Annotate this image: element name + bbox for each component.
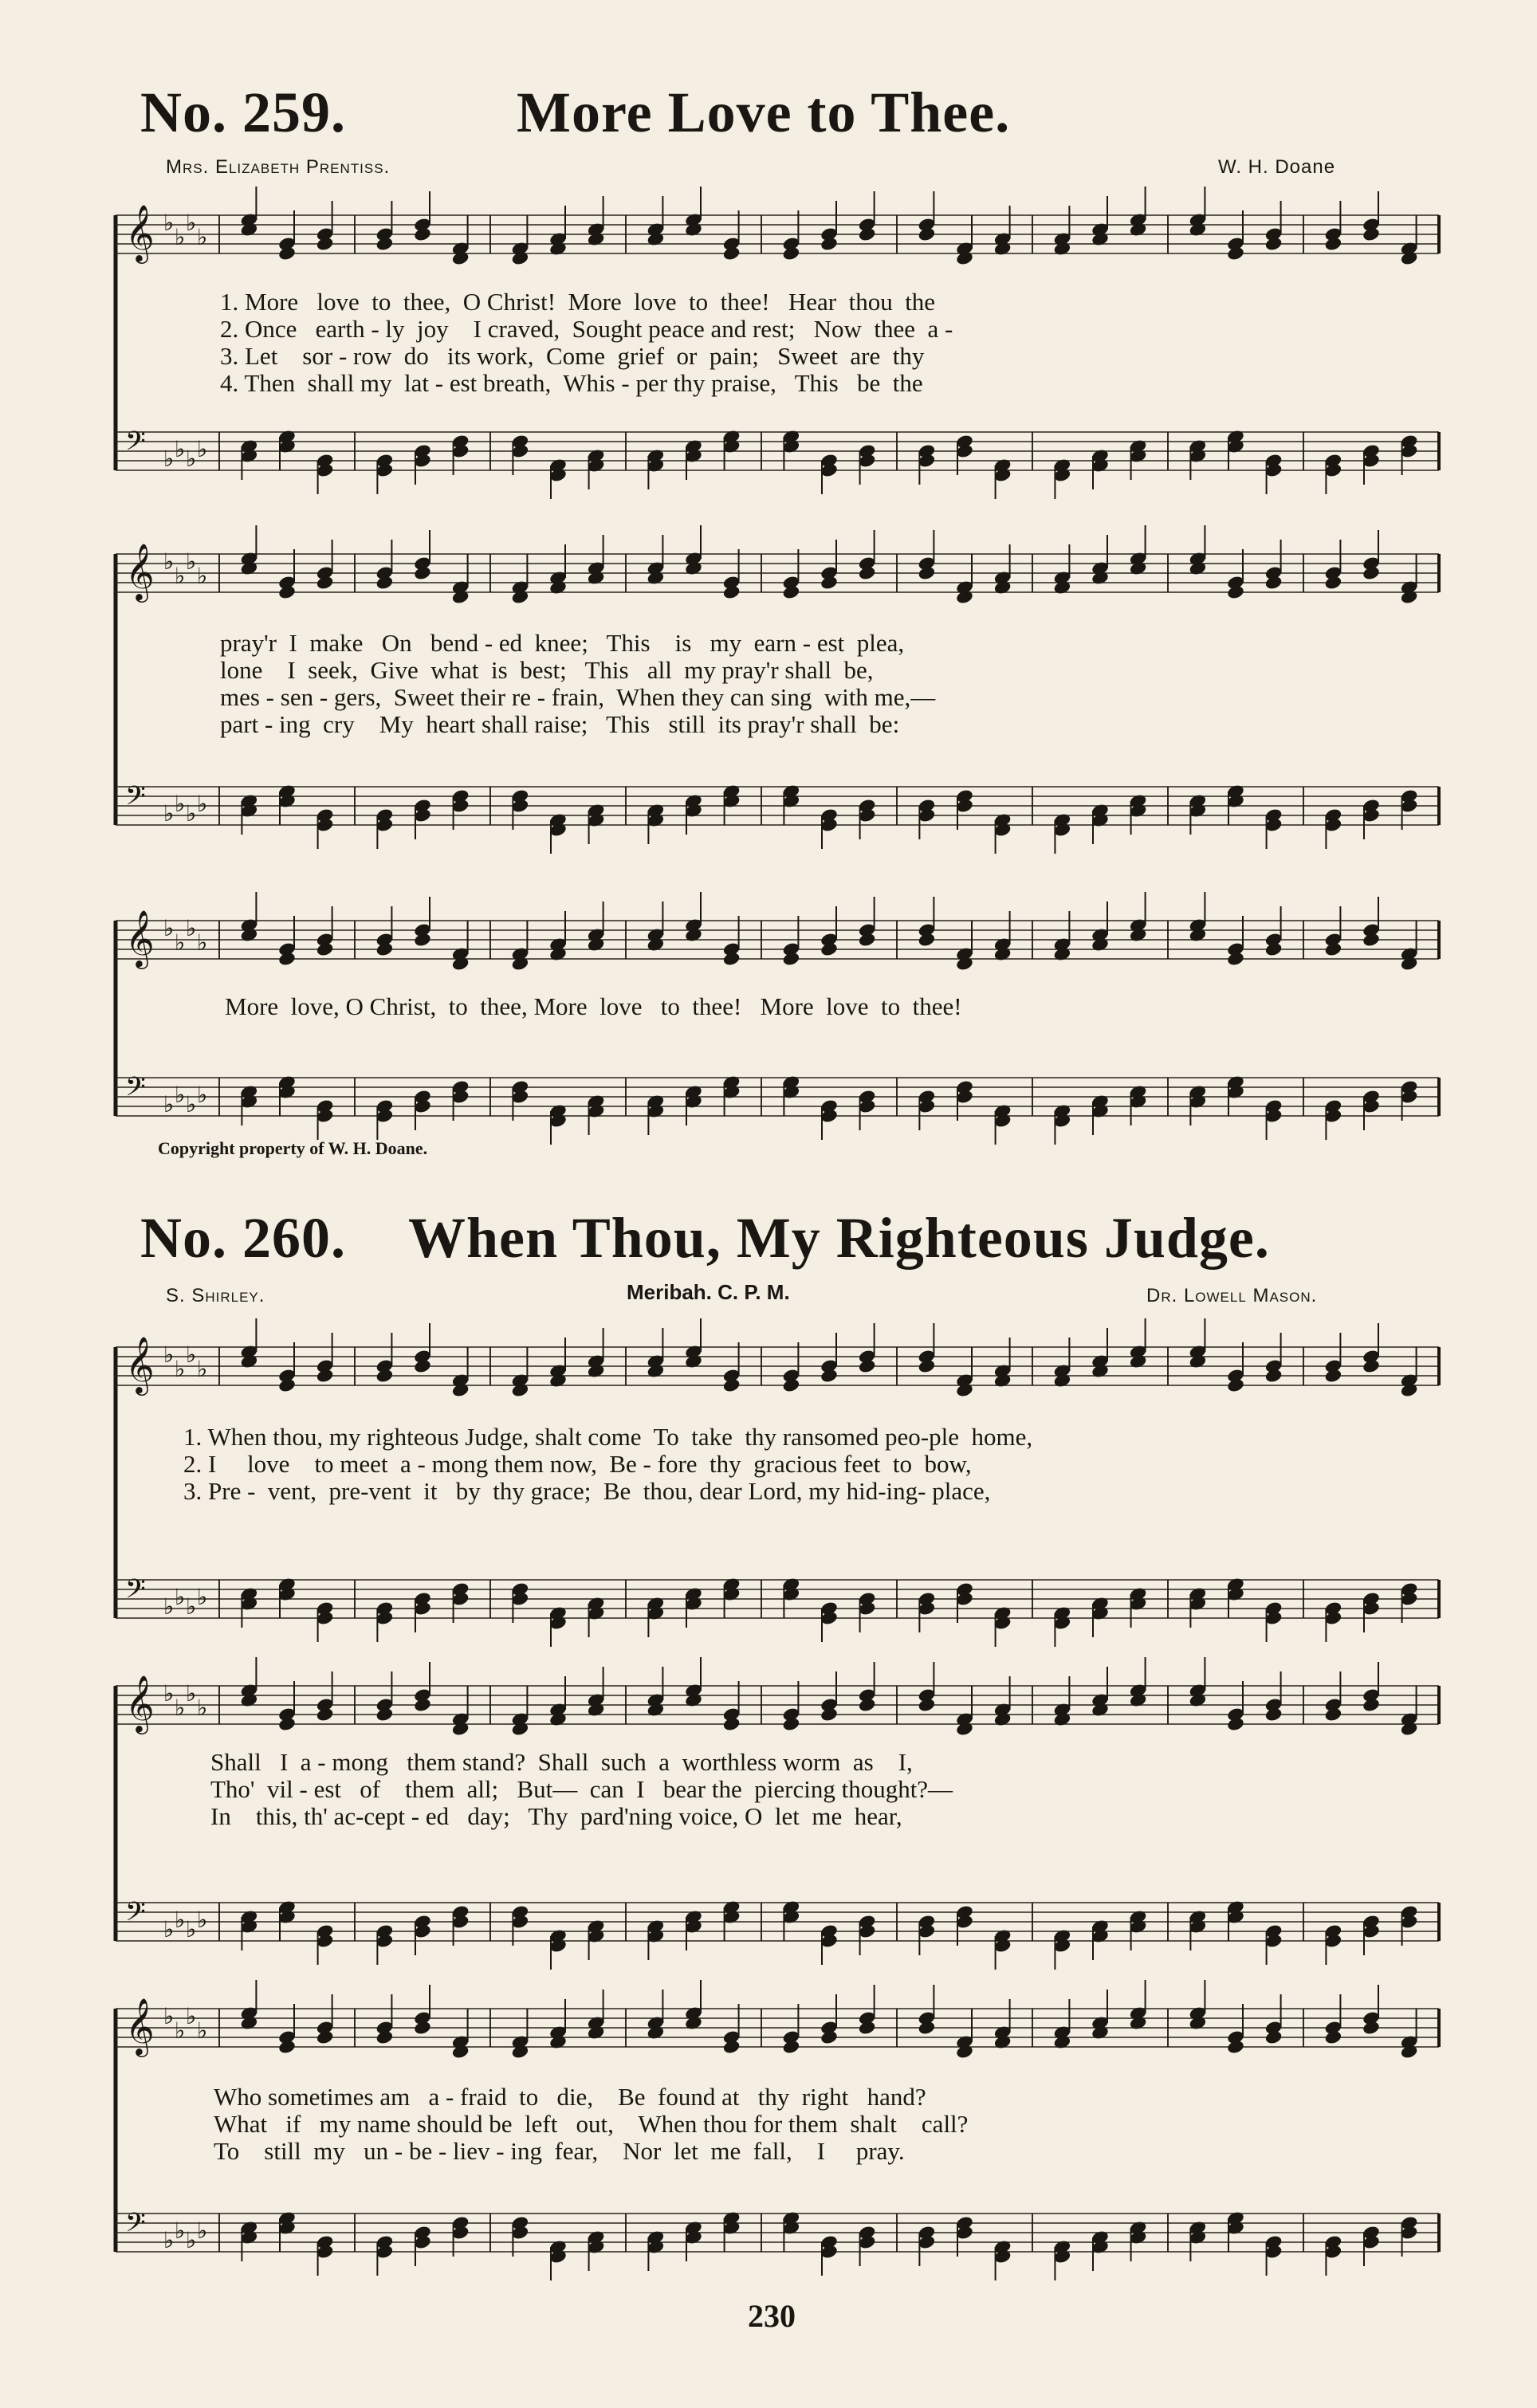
- flat-icon: ♭: [186, 548, 197, 575]
- treble-clef-icon: 𝄞: [125, 203, 155, 262]
- flat-icon: ♭: [175, 436, 186, 463]
- flat-icon: ♭: [186, 210, 197, 237]
- flat-icon: ♭: [175, 1695, 186, 1722]
- flat-icon: ♭: [175, 224, 186, 251]
- flat-icon: ♭: [186, 2003, 197, 2030]
- bass-clef-icon: 𝄢: [125, 1896, 146, 1934]
- treble-clef-icon: 𝄞: [125, 1674, 155, 1733]
- flat-icon: ♭: [186, 1091, 197, 1118]
- flat-icon: ♭: [163, 915, 175, 942]
- treble-clef-icon: 𝄞: [125, 1997, 155, 2056]
- hymn-composer: Dr. Lowell Mason.: [1146, 1285, 1318, 1306]
- flat-icon: ♭: [175, 563, 186, 590]
- flat-icon: ♭: [163, 1916, 175, 1943]
- flat-icon: ♭: [175, 791, 186, 818]
- bass-clef-icon: 𝄢: [125, 1071, 146, 1109]
- lyric-refrain: More love, O Christ, to thee, More love to thee! More love to thee!: [225, 992, 962, 1020]
- flat-icon: ♭: [186, 1680, 197, 1707]
- flat-icon: ♭: [186, 1916, 197, 1943]
- flat-icon: ♭: [186, 1341, 197, 1369]
- lyric-verse-3: 3. Pre - vent, pre-vent it by thy grace; Be thou, dear Lord, my hid-ing- place,: [183, 1477, 991, 1505]
- flat-icon: ♭: [197, 1907, 208, 1934]
- lyric-verse-3: mes - sen - gers, Sweet their re - frain, When they can sing with me,—: [220, 683, 936, 711]
- flat-icon: ♭: [163, 210, 175, 237]
- flat-icon: ♭: [163, 548, 175, 575]
- flat-icon: ♭: [163, 2227, 175, 2254]
- flat-icon: ♭: [163, 800, 175, 827]
- flat-icon: ♭: [186, 2227, 197, 2254]
- lyric-verse-2: 2. I love to meet a - mong them now, Be - fore thy gracious feet to bow,: [183, 1450, 972, 1478]
- hymn-title: When Thou, My Righteous Judge.: [408, 1206, 1270, 1270]
- lyric-verse-4: 4. Then shall my lat - est breath, Whis - per thy praise, This be the: [220, 369, 923, 397]
- lyric-verse-2: What if my name should be left out, When thou for them shalt call?: [214, 2110, 969, 2138]
- flat-icon: ♭: [197, 929, 208, 957]
- flat-icon: ♭: [163, 2003, 175, 2030]
- flat-icon: ♭: [186, 1593, 197, 1620]
- hymn-tune-meter: Meribah. C. P. M.: [627, 1280, 790, 1304]
- flat-icon: ♭: [197, 224, 208, 251]
- treble-clef-icon: 𝄞: [125, 909, 155, 968]
- bass-clef-icon: 𝄢: [125, 2207, 146, 2245]
- flat-icon: ♭: [197, 1356, 208, 1383]
- lyric-verse-4: part - ing cry My heart shall raise; This still its pray'r shall be:: [220, 710, 900, 738]
- flat-icon: ♭: [197, 2017, 208, 2045]
- lyric-verse-3: In this, th' ac-cept - ed day; Thy pard'ning voice, O let me hear,: [210, 1802, 902, 1830]
- flat-icon: ♭: [175, 1907, 186, 1934]
- lyric-verse-1: 1. When thou, my righteous Judge, shalt come To take thy ransomed peo-ple home,: [183, 1423, 1033, 1451]
- flat-icon: ♭: [186, 915, 197, 942]
- flat-icon: ♭: [175, 1584, 186, 1611]
- lyric-verse-1: Shall I a - mong them stand? Shall such a worthless worm as I,: [210, 1748, 913, 1776]
- hymn-author: Mrs. Elizabeth Prentiss.: [166, 156, 391, 178]
- flat-icon: ♭: [163, 1593, 175, 1620]
- hymn-author: S. Shirley.: [166, 1285, 265, 1306]
- lyric-verse-1: pray'r I make On bend - ed knee; This is my earn - est plea,: [220, 629, 905, 657]
- flat-icon: ♭: [197, 1082, 208, 1109]
- lyric-verse-2: Tho' vil - est of them all; But— can I bear the piercing thought?—: [210, 1775, 953, 1803]
- bass-clef-icon: 𝄢: [125, 1573, 146, 1611]
- treble-clef-icon: 𝄞: [125, 1335, 155, 1394]
- lyric-verse-1: Who sometimes am a - fraid to die, Be found at thy right hand?: [214, 2083, 926, 2111]
- flat-icon: ♭: [197, 2217, 208, 2245]
- lyric-verse-2: 2. Once earth - ly joy I craved, Sought peace and rest; Now thee a -: [220, 315, 953, 343]
- flat-icon: ♭: [186, 800, 197, 827]
- flat-icon: ♭: [197, 1584, 208, 1611]
- flat-icon: ♭: [175, 1082, 186, 1109]
- hymn-composer: W. H. Doane: [1218, 156, 1336, 178]
- lyric-verse-2: lone I seek, Give what is best; This all my pray'r shall be,: [220, 656, 874, 684]
- flat-icon: ♭: [163, 1341, 175, 1369]
- hymn-number: No. 259.: [140, 81, 346, 144]
- flat-icon: ♭: [175, 929, 186, 957]
- treble-clef-icon: 𝄞: [125, 542, 155, 601]
- flat-icon: ♭: [163, 446, 175, 473]
- lyric-verse-3: To still my un - be - liev - ing fear, Nor let me fall, I pray.: [214, 2137, 905, 2165]
- lyric-verse-1: 1. More love to thee, O Christ! More love to thee! Hear thou the: [220, 288, 936, 316]
- flat-icon: ♭: [175, 2217, 186, 2245]
- copyright-notice: Copyright property of W. H. Doane.: [158, 1138, 428, 1158]
- flat-icon: ♭: [175, 2017, 186, 2045]
- bass-clef-icon: 𝄢: [125, 426, 146, 463]
- flat-icon: ♭: [175, 1356, 186, 1383]
- lyric-verse-3: 3. Let sor - row do its work, Come grief or pain; Sweet are thy: [220, 342, 925, 370]
- bass-clef-icon: 𝄢: [125, 780, 146, 818]
- flat-icon: ♭: [197, 563, 208, 590]
- hymn-title: More Love to Thee.: [517, 81, 1011, 144]
- flat-icon: ♭: [197, 436, 208, 463]
- flat-icon: ♭: [197, 791, 208, 818]
- page-number: 230: [748, 2298, 796, 2334]
- flat-icon: ♭: [186, 446, 197, 473]
- flat-icon: ♭: [197, 1695, 208, 1722]
- hymn-number: No. 260.: [140, 1206, 346, 1270]
- flat-icon: ♭: [163, 1091, 175, 1118]
- flat-icon: ♭: [163, 1680, 175, 1707]
